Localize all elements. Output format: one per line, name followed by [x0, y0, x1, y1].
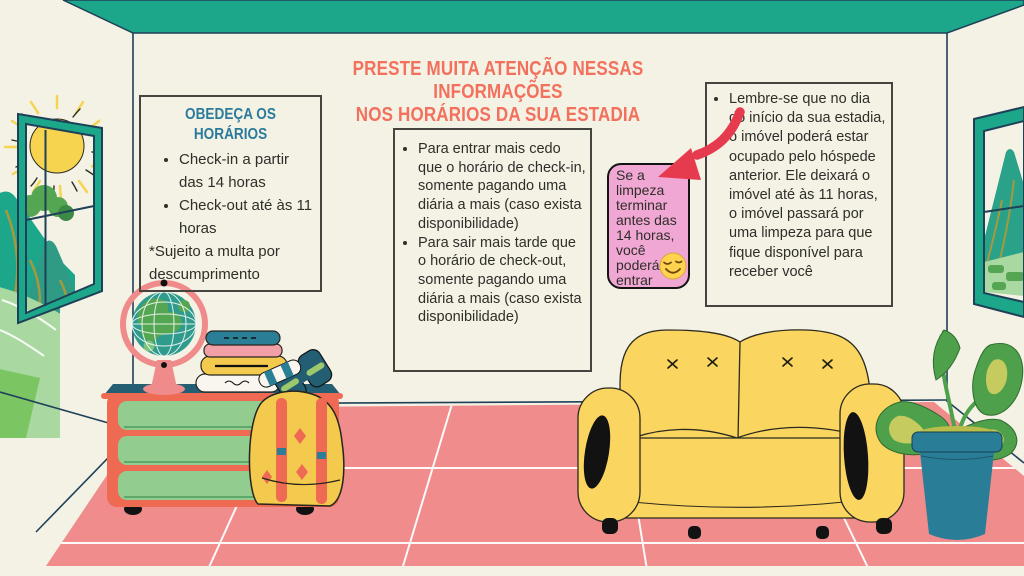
rules-footnote: *Sujeito a multa por descumprimento	[149, 243, 280, 283]
rules-list	[147, 148, 314, 240]
fees-list	[399, 140, 586, 327]
list-item: • Para entrar mais cedo que o horário de check-in, somente pagando uma diária a mais (caso exista disponibilidade)	[418, 140, 586, 234]
cleaning-bubble-text: Se a limpeza terminar antes das 14 horas, você poderá entrar	[616, 167, 677, 288]
list-item: • Check-in a partir das 14 horas	[179, 148, 314, 194]
fees-box	[393, 128, 592, 372]
title-line-2: NOS HORÁRIOS DA SUA ESTADIA	[355, 104, 641, 126]
arrow-icon	[645, 98, 755, 188]
wink-emoji-icon	[659, 252, 687, 280]
list-item: • Lembre-se que no dia do início da sua estadia, o imóvel poderá estar ocupado pelo hóspede anterior. Ele deixará o imóvel até às 11 horas, o imóvel passará por uma limpeza para que fique disponível para receber você	[729, 90, 887, 282]
list-item: • Para sair mais tarde que o horário de check-out, somente pagando uma diária a mais (caso exista disponibilidade)	[418, 234, 586, 328]
sofa	[578, 330, 904, 539]
list-item: • Check-out até às 11 horas	[179, 194, 314, 240]
ceiling	[63, 0, 1024, 33]
title-line-1: PRESTE MUITA ATENÇÃO NESSAS INFORMAÇÕES	[352, 58, 644, 103]
rules-heading: OBEDEÇA OS HORÁRIOS	[185, 106, 276, 143]
rules-box	[139, 95, 322, 292]
